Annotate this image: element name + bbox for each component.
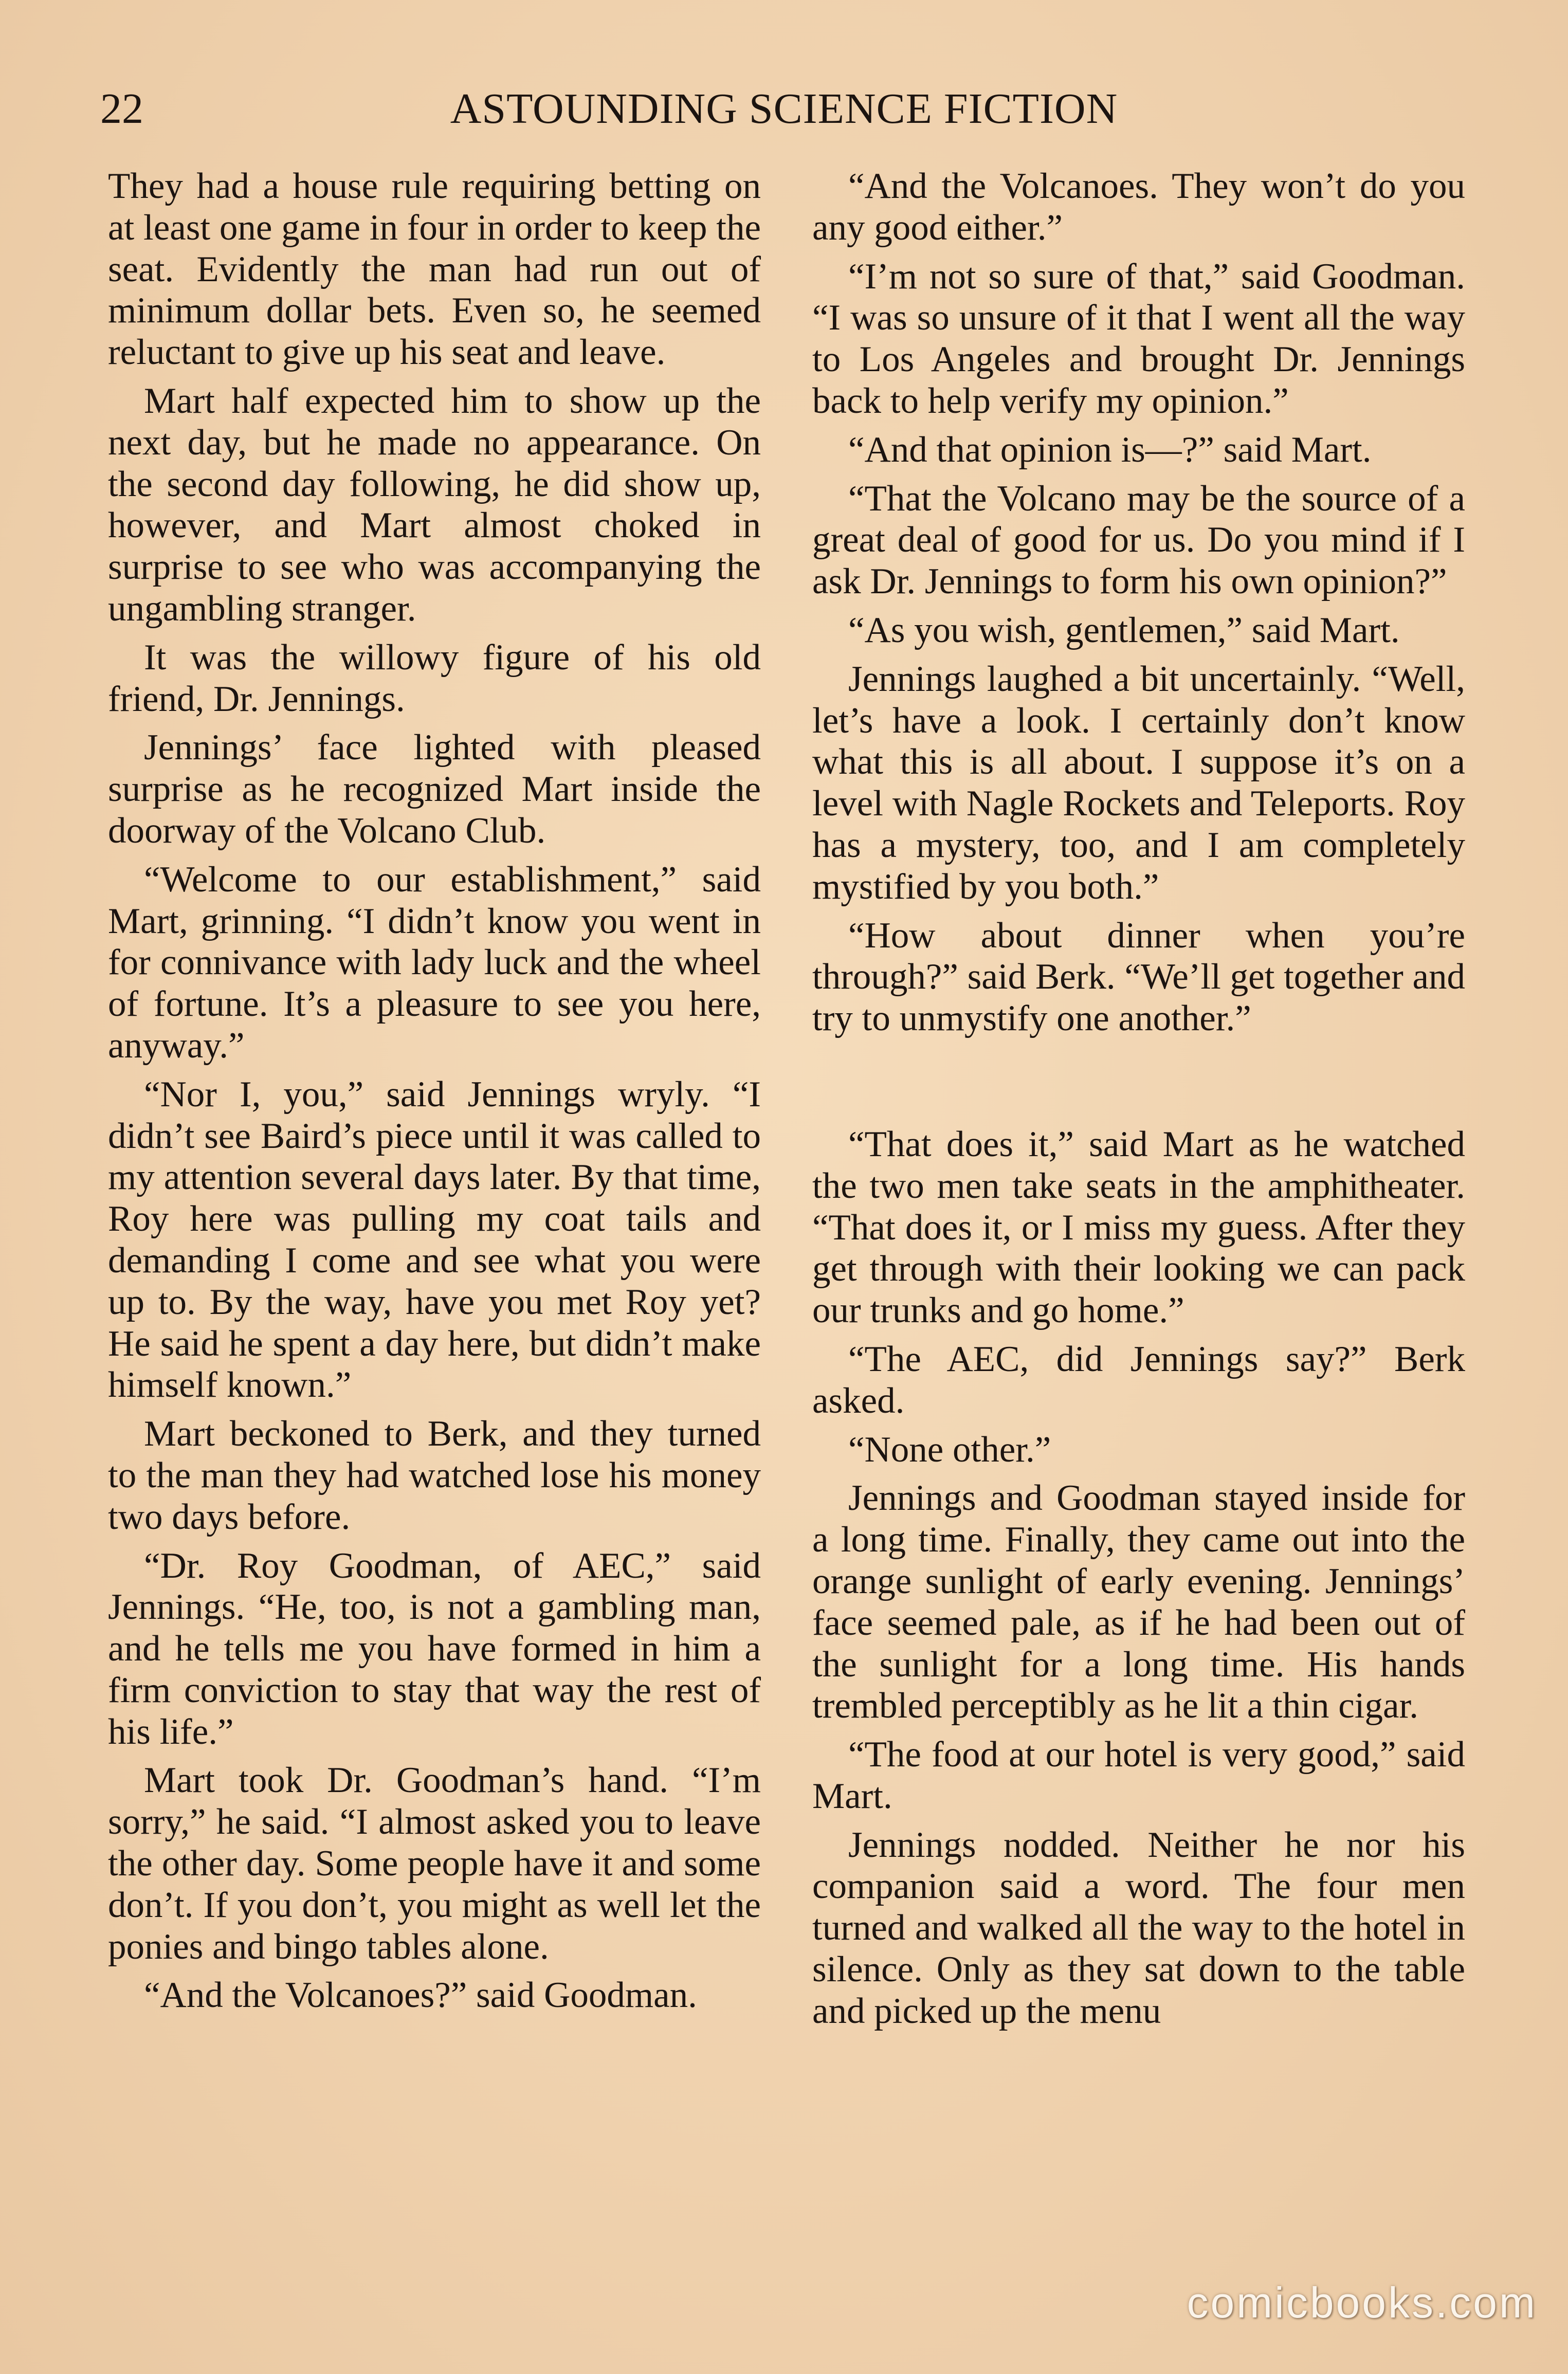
- paragraph: Mart beckoned to Berk, and they turned to the man they had watched lose his money two days before.: [108, 1414, 761, 1537]
- paragraph: “Nor I, you,” said Jennings wryly. “I didn’t see Baird’s piece until it was called to my attention several days later. By that time, Roy here was pulling my coat tails and demanding I come and see what you were up to. By the way, have you met Roy yet? He said he spent a day here, but didn’t make himself known.”: [108, 1074, 761, 1405]
- paragraph: “And the Volcanoes. They won’t do you any good either.”: [812, 166, 1465, 248]
- paragraph: Jennings and Goodman stayed inside for a long time. Finally, they came out into the orange sunlight of early evening. Jennings’ face seemed pale, as if he had been out of the sunlight for a long time. His hands trembled perceptibly as he lit a thin cigar.: [812, 1478, 1465, 1726]
- paragraph: “As you wish, gentlemen,” said Mart.: [848, 610, 1400, 650]
- watermark: comicbooks.com: [1187, 2278, 1537, 2327]
- paragraph: “Welcome to our establishment,” said Mart, grinning. “I didn’t know you went in for connivance with lady luck and the wheel of fortune. It’s a pleasure to see you here, anyway.”: [108, 859, 761, 1066]
- paragraph: Mart half expected him to show up the next day, but he made no appearance. On the second day following, he did show up, however, and Mart almost choked in surprise to see who was accompanying the ungambling stranger.: [108, 380, 761, 629]
- left-column: [108, 166, 761, 2023]
- paragraph: Mart took Dr. Goodman’s hand. “I’m sorry,” he said. “I almost asked you to leave the other day. Some people have it and some don’t. If you don’t, you might as well let the ponies and bingo tables alone.: [108, 1760, 761, 1967]
- paragraph: “The AEC, did Jennings say?” Berk asked.: [812, 1339, 1465, 1421]
- paragraph: “Dr. Roy Goodman, of AEC,” said Jennings. “He, too, is not a gambling man, and he tells me you have formed in him a firm conviction to stay that way the rest of his life.”: [108, 1545, 761, 1752]
- running-head: ASTOUNDING SCIENCE FICTION: [450, 85, 1118, 133]
- page-number: 22: [100, 85, 143, 133]
- paragraph: “How about dinner when you’re through?” said Berk. “We’ll get together and try to unmystify one another.”: [812, 915, 1465, 1039]
- paragraph: Jennings’ face lighted with pleased surprise as he recognized Mart inside the doorway of the Volcano Club.: [108, 727, 761, 851]
- paragraph: It was the willowy figure of his old friend, Dr. Jennings.: [108, 637, 761, 719]
- paragraph: Jennings nodded. Neither he nor his companion said a word. The four men turned and walked all the way to the hotel in silence. Only as they sat down to the table and picked up the menu: [812, 1824, 1465, 2031]
- paragraph: They had a house rule requiring betting on at least one game in four in order to keep the seat. Evidently the man had run out of minimum dollar bets. Even so, he seemed reluctant to give up his seat and leave.: [108, 166, 761, 373]
- paragraph: “None other.”: [848, 1429, 1051, 1470]
- section-break: [812, 1047, 1465, 1124]
- paragraph: “I’m not so sure of that,” said Goodman. “I was so unsure of it that I went all the way to Los Angeles and brought Dr. Jennings back to help verify my opinion.”: [812, 256, 1465, 421]
- paragraph: “That the Volcano may be the source of a great deal of good for us. Do you mind if I ask Dr. Jennings to form his own opinion?”: [812, 478, 1465, 602]
- paragraph: Jennings laughed a bit uncertainly. “Well, let’s have a look. I certainly don’t know what this is all about. I suppose it’s on a level with Nagle Rockets and Teleports. Roy has a mystery, too, and I am completely mystified by you both.”: [812, 659, 1465, 907]
- paragraph: “The food at our hotel is very good,” said Mart.: [812, 1734, 1465, 1816]
- paragraph: “And that opinion is—?” said Mart.: [848, 429, 1372, 470]
- paragraph: “That does it,” said Mart as he watched the two men take seats in the amphitheater. “That does it, or I miss my guess. After they get through with their looking we can pack our trunks and go home.”: [812, 1124, 1465, 1331]
- paragraph: “And the Volcanoes?” said Goodman.: [144, 1975, 697, 2016]
- right-column: [812, 166, 1465, 2039]
